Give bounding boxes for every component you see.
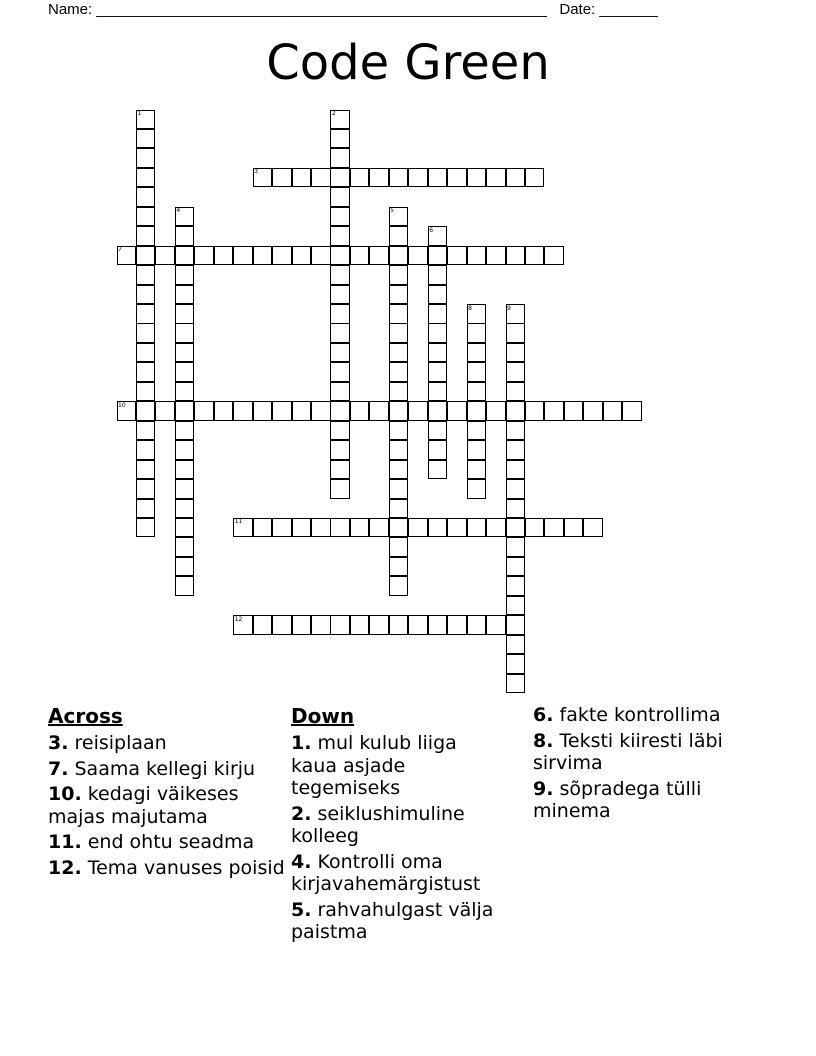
- grid-cell[interactable]: [136, 382, 156, 402]
- grid-cell[interactable]: [350, 168, 370, 188]
- clue-item: [291, 732, 506, 800]
- grid-cell[interactable]: [389, 285, 409, 305]
- grid-cell[interactable]: [175, 557, 195, 577]
- name-blank: ______________________________________________________: [96, 1, 547, 18]
- grid-cell[interactable]: [136, 460, 156, 480]
- grid-cell[interactable]: [369, 615, 389, 635]
- grid-cell[interactable]: [330, 518, 350, 538]
- grid-cell[interactable]: [175, 382, 195, 402]
- grid-cell[interactable]: [369, 168, 389, 188]
- grid-cell[interactable]: [564, 518, 584, 538]
- grid-cell[interactable]: [525, 401, 545, 421]
- clue-text: rahvahulgast välja paistma: [291, 898, 494, 943]
- clue-number: 12.: [48, 856, 82, 879]
- grid-cell[interactable]: [447, 615, 467, 635]
- grid-cell[interactable]: [389, 576, 409, 596]
- grid-cell[interactable]: [506, 654, 526, 674]
- grid-cell[interactable]: [136, 362, 156, 382]
- grid-cell[interactable]: [467, 440, 487, 460]
- grid-cell[interactable]: [544, 518, 564, 538]
- clue-text: seiklushimuline kolleeg: [291, 802, 465, 847]
- grid-cell[interactable]: [350, 615, 370, 635]
- grid-cell[interactable]: [233, 246, 253, 266]
- grid-cell[interactable]: [622, 401, 642, 421]
- grid-cell[interactable]: [544, 401, 564, 421]
- grid-cell[interactable]: [506, 576, 526, 596]
- clue-item: [533, 778, 763, 823]
- grid-cell[interactable]: [136, 187, 156, 207]
- grid-cell[interactable]: [175, 440, 195, 460]
- grid-cell[interactable]: [408, 615, 428, 635]
- grid-cell[interactable]: [330, 479, 350, 499]
- clue-text: Tema vanuses poisid: [87, 856, 285, 879]
- grid-cell[interactable]: [389, 304, 409, 324]
- grid-cell[interactable]: [467, 518, 487, 538]
- clue-number: 6.: [533, 704, 554, 726]
- grid-cell[interactable]: [253, 401, 273, 421]
- grid-cell[interactable]: [330, 401, 350, 421]
- grid-cell[interactable]: [136, 440, 156, 460]
- clue-item: [291, 851, 506, 896]
- clue-text: Teksti kiiresti läbi sirvima: [533, 729, 723, 774]
- grid-cell[interactable]: [428, 440, 448, 460]
- puzzle-title: Code Green: [266, 35, 550, 91]
- grid-cell[interactable]: [330, 421, 350, 441]
- grid-cell[interactable]: [467, 343, 487, 363]
- grid-cell[interactable]: [428, 304, 448, 324]
- grid-cell[interactable]: [506, 518, 526, 538]
- grid-cell[interactable]: [175, 343, 195, 363]
- grid-cell[interactable]: [272, 615, 292, 635]
- clue-text: mul kulub liiga kaua asjade tegemiseks: [291, 732, 457, 799]
- grid-cell[interactable]: [506, 421, 526, 441]
- cell-number: 9: [507, 304, 511, 312]
- grid-cell[interactable]: [544, 246, 564, 266]
- grid-cell[interactable]: [428, 382, 448, 402]
- grid-cell[interactable]: [389, 440, 409, 460]
- grid-cell[interactable]: [428, 460, 448, 480]
- grid-cell[interactable]: [428, 265, 448, 285]
- clue-number: 1.: [291, 732, 312, 754]
- clue-text: Kontrolli oma kirjavahemärgistust: [291, 850, 481, 895]
- grid-cell[interactable]: [272, 518, 292, 538]
- grid-cell[interactable]: [350, 518, 370, 538]
- clue-number: 8.: [533, 729, 554, 752]
- grid-cell[interactable]: [233, 401, 253, 421]
- grid-cell[interactable]: [136, 265, 156, 285]
- grid-cell[interactable]: [467, 460, 487, 480]
- grid-cell[interactable]: [603, 401, 623, 421]
- grid-cell[interactable]: [467, 246, 487, 266]
- grid-cell[interactable]: [447, 168, 467, 188]
- grid-cell[interactable]: [330, 460, 350, 480]
- grid-cell[interactable]: [175, 285, 195, 305]
- grid-cell[interactable]: [506, 460, 526, 480]
- grid-cell[interactable]: [194, 246, 214, 266]
- grid-cell[interactable]: [389, 460, 409, 480]
- grid-cell[interactable]: [330, 168, 350, 188]
- grid-cell[interactable]: [369, 401, 389, 421]
- grid-cell[interactable]: [447, 246, 467, 266]
- clue-number: 10.: [48, 783, 82, 805]
- grid-cell[interactable]: [292, 246, 312, 266]
- grid-cell[interactable]: [506, 343, 526, 363]
- grid-cell[interactable]: [136, 246, 156, 266]
- grid-cell[interactable]: [136, 518, 156, 538]
- grid-cell[interactable]: [272, 401, 292, 421]
- date-label: Date:: [559, 1, 596, 18]
- clue-number: 9.: [533, 777, 554, 800]
- grid-cell[interactable]: [175, 518, 195, 538]
- grid-cell[interactable]: [330, 615, 350, 635]
- grid-cell[interactable]: [408, 168, 428, 188]
- grid-cell[interactable]: [467, 421, 487, 441]
- grid-cell[interactable]: [389, 518, 409, 538]
- grid-cell[interactable]: [136, 226, 156, 246]
- grid-cell[interactable]: [389, 226, 409, 246]
- grid-cell[interactable]: [506, 615, 526, 635]
- grid-cell[interactable]: [506, 168, 526, 188]
- grid-cell[interactable]: [330, 187, 350, 207]
- grid-cell[interactable]: [506, 440, 526, 460]
- grid-cell[interactable]: [311, 615, 331, 635]
- grid-cell[interactable]: [506, 596, 526, 616]
- grid-cell[interactable]: [408, 518, 428, 538]
- grid-cell[interactable]: [428, 421, 448, 441]
- grid-cell[interactable]: [311, 401, 331, 421]
- grid-cell[interactable]: [428, 362, 448, 382]
- clue-text: reisiplaan: [74, 732, 167, 754]
- grid-cell[interactable]: [428, 343, 448, 363]
- grid-cell[interactable]: [330, 343, 350, 363]
- cell-number: 2: [331, 110, 336, 117]
- grid-cell[interactable]: [175, 362, 195, 382]
- grid-cell[interactable]: [506, 323, 526, 343]
- clue-text: Saama kellegi kirju: [74, 757, 256, 780]
- grid-cell[interactable]: [136, 168, 156, 188]
- grid-cell[interactable]: [428, 246, 448, 266]
- grid-cell[interactable]: [389, 557, 409, 577]
- grid-cell[interactable]: [253, 246, 273, 266]
- clue-item: [48, 831, 288, 854]
- down-heading: Down: [291, 704, 355, 728]
- clue-item: [533, 730, 763, 775]
- grid-cell[interactable]: [272, 168, 292, 188]
- grid-cell[interactable]: [389, 323, 409, 343]
- grid-cell[interactable]: [369, 246, 389, 266]
- grid-cell[interactable]: [136, 304, 156, 324]
- grid-cell[interactable]: [155, 401, 175, 421]
- grid-cell[interactable]: [506, 499, 526, 519]
- grid-cell[interactable]: [136, 401, 156, 421]
- grid-cell[interactable]: [136, 323, 156, 343]
- grid-cell[interactable]: [447, 401, 467, 421]
- clue-text: sõpradega tülli minema: [533, 777, 702, 822]
- grid-cell[interactable]: [525, 168, 545, 188]
- across-list: [48, 732, 288, 879]
- grid-cell[interactable]: [467, 362, 487, 382]
- grid-cell[interactable]: [350, 401, 370, 421]
- grid-cell[interactable]: [583, 401, 603, 421]
- grid-cell[interactable]: [330, 382, 350, 402]
- clue-number: 11.: [48, 831, 82, 853]
- grid-cell[interactable]: [311, 246, 331, 266]
- grid-cell[interactable]: [467, 479, 487, 499]
- grid-cell[interactable]: [467, 615, 487, 635]
- cell-number: 11: [234, 518, 243, 526]
- grid-cell[interactable]: [214, 401, 234, 421]
- grid-cell[interactable]: [389, 362, 409, 382]
- grid-cell[interactable]: [330, 362, 350, 382]
- clue-item: [48, 758, 288, 781]
- cell-number: 10: [118, 401, 126, 409]
- grid-cell[interactable]: [428, 285, 448, 305]
- grid-cell[interactable]: [506, 557, 526, 577]
- grid-cell[interactable]: [175, 323, 195, 343]
- grid-cell[interactable]: [506, 674, 526, 694]
- grid-cell[interactable]: [136, 343, 156, 363]
- grid-cell[interactable]: [389, 499, 409, 519]
- grid-cell[interactable]: [272, 246, 292, 266]
- grid-cell[interactable]: [292, 615, 312, 635]
- grid-cell[interactable]: [564, 401, 584, 421]
- clue-number: 2.: [291, 802, 312, 825]
- grid-cell[interactable]: [330, 226, 350, 246]
- grid-cell[interactable]: [175, 304, 195, 324]
- cell-number: 1: [137, 110, 142, 117]
- grid-cell[interactable]: [330, 129, 350, 149]
- clue-item: [48, 857, 288, 880]
- grid-cell[interactable]: [389, 479, 409, 499]
- grid-cell[interactable]: [389, 343, 409, 363]
- grid-cell[interactable]: [389, 168, 409, 188]
- grid-cell[interactable]: [428, 168, 448, 188]
- clue-number: 4.: [291, 850, 312, 873]
- grid-cell[interactable]: [486, 615, 506, 635]
- grid-cell[interactable]: [136, 129, 156, 149]
- grid-cell[interactable]: [583, 518, 603, 538]
- grid-cell[interactable]: [253, 615, 273, 635]
- clue-text: kedagi väikeses majas majutama: [48, 783, 239, 828]
- grid-cell[interactable]: [253, 518, 273, 538]
- grid-cell[interactable]: [175, 421, 195, 441]
- grid-cell[interactable]: [175, 537, 195, 557]
- grid-cell[interactable]: [175, 246, 195, 266]
- grid-cell[interactable]: [330, 440, 350, 460]
- grid-cell[interactable]: [506, 479, 526, 499]
- grid-cell[interactable]: [506, 635, 526, 655]
- grid-cell[interactable]: [330, 304, 350, 324]
- grid-cell[interactable]: [350, 246, 370, 266]
- clue-number: 5.: [291, 898, 312, 921]
- grid-cell[interactable]: [389, 537, 409, 557]
- grid-cell[interactable]: [330, 285, 350, 305]
- cell-number: 4: [176, 207, 181, 215]
- grid-cell[interactable]: [136, 207, 156, 227]
- across-clues: [48, 704, 288, 882]
- clue-number: 7.: [48, 757, 69, 780]
- cell-number: 5: [390, 207, 395, 215]
- grid-cell[interactable]: [330, 323, 350, 343]
- grid-cell[interactable]: [369, 518, 389, 538]
- grid-cell[interactable]: [506, 401, 526, 421]
- grid-cell[interactable]: [194, 401, 214, 421]
- down-list: [291, 732, 506, 944]
- grid-cell[interactable]: [155, 246, 175, 266]
- grid-cell[interactable]: [525, 518, 545, 538]
- grid-cell[interactable]: [525, 246, 545, 266]
- cell-number: 6: [429, 226, 434, 234]
- grid-cell[interactable]: [292, 401, 312, 421]
- clue-item: [48, 732, 288, 755]
- grid-cell[interactable]: [506, 382, 526, 402]
- grid-cell[interactable]: [506, 537, 526, 557]
- cell-number: 12: [234, 615, 243, 623]
- grid-cell[interactable]: [486, 246, 506, 266]
- grid-cell[interactable]: [428, 323, 448, 343]
- grid-cell[interactable]: [136, 479, 156, 499]
- grid-cell[interactable]: [389, 615, 409, 635]
- grid-cell[interactable]: [175, 460, 195, 480]
- grid-cell[interactable]: [311, 518, 331, 538]
- date-blank: _______: [599, 1, 658, 18]
- grid-cell[interactable]: [136, 499, 156, 519]
- grid-cell[interactable]: [175, 479, 195, 499]
- clue-item: [48, 783, 288, 828]
- across-heading: Across: [48, 704, 123, 728]
- grid-cell[interactable]: [486, 401, 506, 421]
- grid-cell[interactable]: [330, 207, 350, 227]
- grid-cell[interactable]: [506, 362, 526, 382]
- cell-number: 7: [118, 246, 122, 254]
- grid-cell[interactable]: [486, 168, 506, 188]
- clue-number: 3.: [48, 732, 69, 754]
- grid-cell[interactable]: [330, 265, 350, 285]
- grid-cell[interactable]: [292, 168, 312, 188]
- down-clues-col2: [533, 704, 763, 826]
- grid-cell[interactable]: [136, 421, 156, 441]
- grid-cell[interactable]: [292, 518, 312, 538]
- grid-cell[interactable]: [467, 323, 487, 343]
- grid-cell[interactable]: [136, 285, 156, 305]
- grid-cell[interactable]: [175, 226, 195, 246]
- name-label: Name:: [48, 1, 93, 18]
- grid-cell[interactable]: [175, 499, 195, 519]
- grid-cell[interactable]: [330, 246, 350, 266]
- grid-cell[interactable]: [214, 246, 234, 266]
- clue-text: fakte kontrollima: [559, 704, 721, 726]
- grid-cell[interactable]: [506, 246, 526, 266]
- grid-cell[interactable]: [389, 401, 409, 421]
- grid-cell[interactable]: [486, 518, 506, 538]
- grid-cell[interactable]: [467, 168, 487, 188]
- cell-number: 8: [468, 304, 472, 312]
- clue-item: [533, 704, 763, 727]
- clue-item: [291, 899, 506, 944]
- clue-text: end ohtu seadma: [87, 831, 255, 853]
- grid-cell[interactable]: [467, 382, 487, 402]
- cell-number: 3: [254, 168, 258, 176]
- grid-cell[interactable]: [175, 401, 195, 421]
- grid-cell[interactable]: [447, 518, 467, 538]
- grid-cell[interactable]: [389, 265, 409, 285]
- grid-cell[interactable]: [389, 382, 409, 402]
- clue-item: [291, 803, 506, 848]
- down-clues-col1: [291, 704, 506, 947]
- grid-cell[interactable]: [389, 246, 409, 266]
- grid-cell[interactable]: [408, 401, 428, 421]
- down-list-continued: [533, 704, 763, 823]
- grid-cell[interactable]: [428, 401, 448, 421]
- grid-cell[interactable]: [330, 148, 350, 168]
- grid-cell[interactable]: [467, 401, 487, 421]
- grid-cell[interactable]: [428, 518, 448, 538]
- grid-cell[interactable]: [136, 148, 156, 168]
- grid-cell[interactable]: [311, 168, 331, 188]
- grid-cell[interactable]: [408, 246, 428, 266]
- grid-cell[interactable]: [389, 421, 409, 441]
- grid-cell[interactable]: [175, 576, 195, 596]
- grid-cell[interactable]: [428, 615, 448, 635]
- grid-cell[interactable]: [175, 265, 195, 285]
